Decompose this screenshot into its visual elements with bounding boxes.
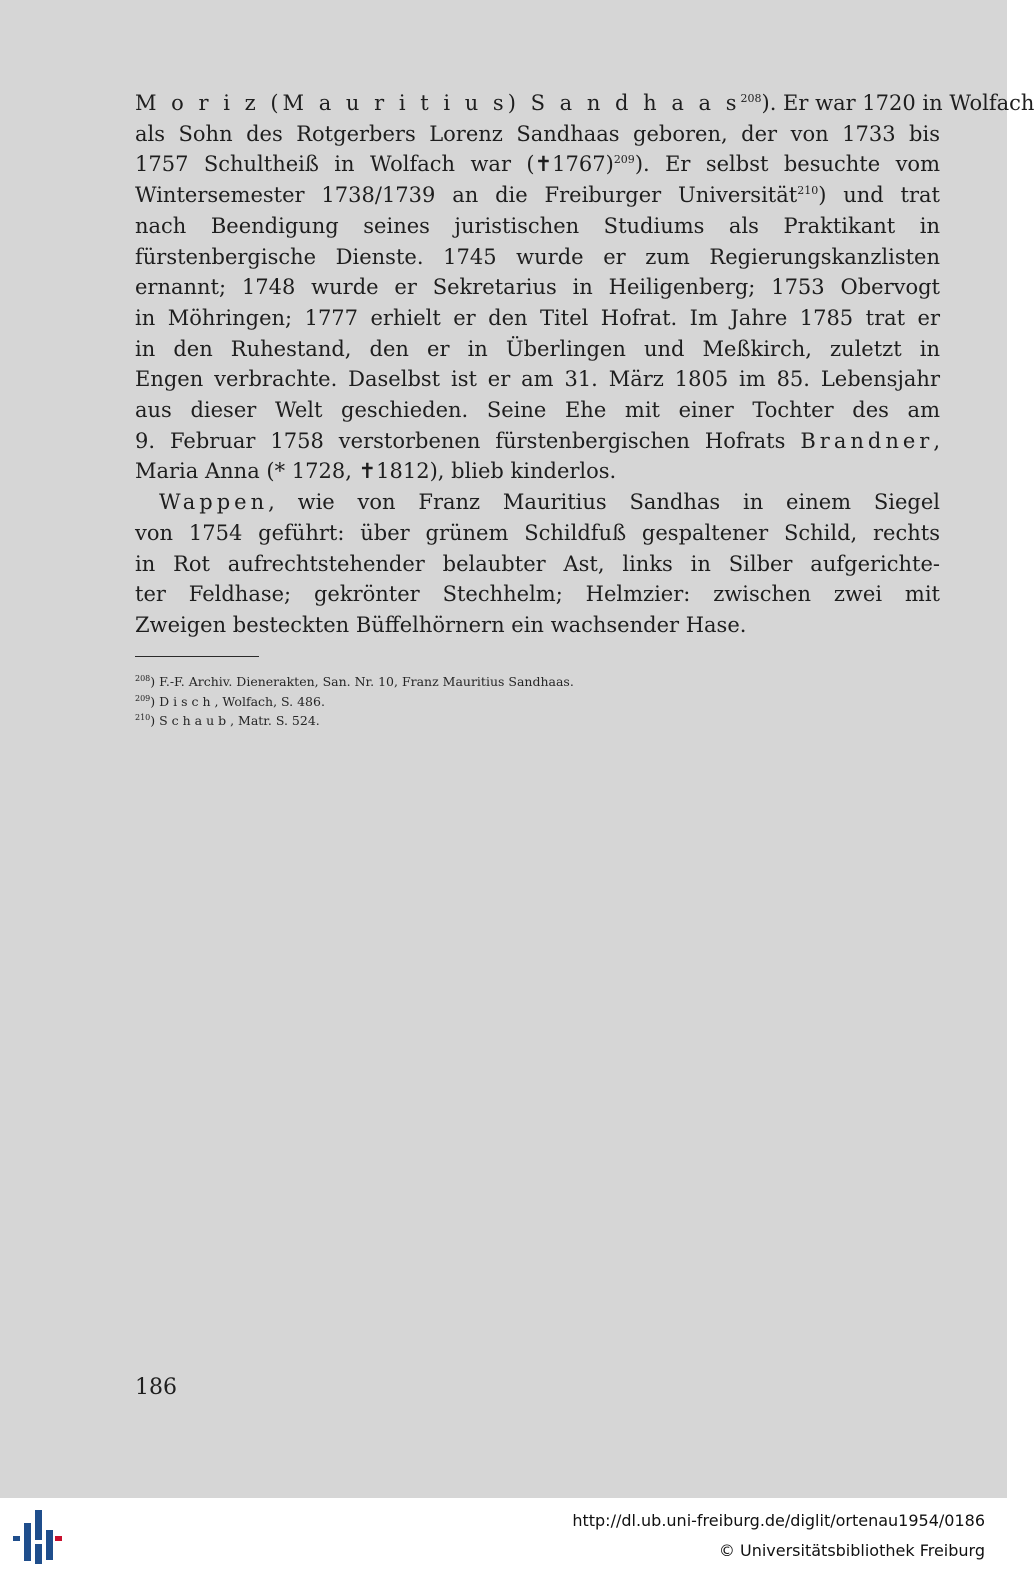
footer-bar xyxy=(0,1498,1007,1576)
footnote: $^{210}$) S c h a u b , Matr. S. 524. xyxy=(135,712,320,728)
page-number: 186 xyxy=(135,1375,177,1400)
text-line: ernannt; 1748 wurde er Sekretarius in Heiligenberg; 1753 Obervogt xyxy=(135,275,940,300)
text-line: Wintersemester 1738/1739 an die Freiburger Universität$^{210}$) und trat xyxy=(135,183,940,208)
footnotes xyxy=(135,672,835,731)
text-line: M o r i z (M a u r i t i u s) S a n d h a a $s^{208}$). Er war 1720 in Wolfach xyxy=(135,91,1034,115)
text-line: Engen verbrachte. Daselbst ist er am 31. März 1805 im 85. Lebensjahr xyxy=(135,367,940,392)
footnote: $^{209}$) D i s c h , Wolfach, S. 486. xyxy=(135,693,325,709)
text-line: fürstenbergische Dienste. 1745 wurde er zum Regierungskanzlisten xyxy=(135,244,940,269)
text-line: Maria Anna (* 1728, ✝1812), blieb kinderlos. xyxy=(135,459,617,484)
text-line: in Möhringen; 1777 erhielt er den Titel Hofrat. Im Jahre 1785 trat er xyxy=(135,305,940,330)
text-line: 1757 Schultheiß in Wolfach war (✝1767)$^{209}$). Er selbst besuchte vom xyxy=(135,152,940,177)
text-line: 9. Februar 1758 verstorbenen fürstenbergischen Hofrats Brandner, xyxy=(135,428,940,453)
text-line: als Sohn des Rotgerbers Lorenz Sandhaas geboren, der von 1733 bis xyxy=(135,121,940,146)
library-logo-icon xyxy=(10,1506,64,1566)
page-url-link[interactable]: http://dl.ub.uni-freiburg.de/diglit/ortenau1954/0186 xyxy=(572,1511,985,1530)
copyright-text: © Universitätsbibliothek Freiburg xyxy=(718,1541,985,1560)
text-line: aus dieser Welt geschieden. Seine Ehe mit einer Tochter des am xyxy=(135,398,940,423)
footnote-divider xyxy=(135,656,259,657)
text-line: von 1754 geführt: über grünem Schildfuß gespaltener Schild, rechts xyxy=(135,520,940,545)
text-line: Wappen, wie von Franz Mauritius Sandhas in einem Siegel xyxy=(159,490,940,515)
body-text xyxy=(135,88,1034,641)
text-line: ter Feldhase; gekrönter Stechhelm; Helmzier: zwischen zwei mit xyxy=(135,582,940,607)
text-line: in den Ruhestand, den er in Überlingen und Meßkirch, zuletzt in xyxy=(135,336,940,361)
footnote: $^{208}$) F.-F. Archiv. Dienerakten, San. Nr. 10, Franz Mauritius Sandhaas. xyxy=(135,673,574,689)
text-line: in Rot aufrechtstehender belaubter Ast, links in Silber aufgerichte- xyxy=(135,551,940,576)
text-line: nach Beendigung seines juristischen Studiums als Praktikant in xyxy=(135,213,940,238)
text-line: Zweigen besteckten Büffelhörnern ein wachsender Hase. xyxy=(135,612,747,637)
